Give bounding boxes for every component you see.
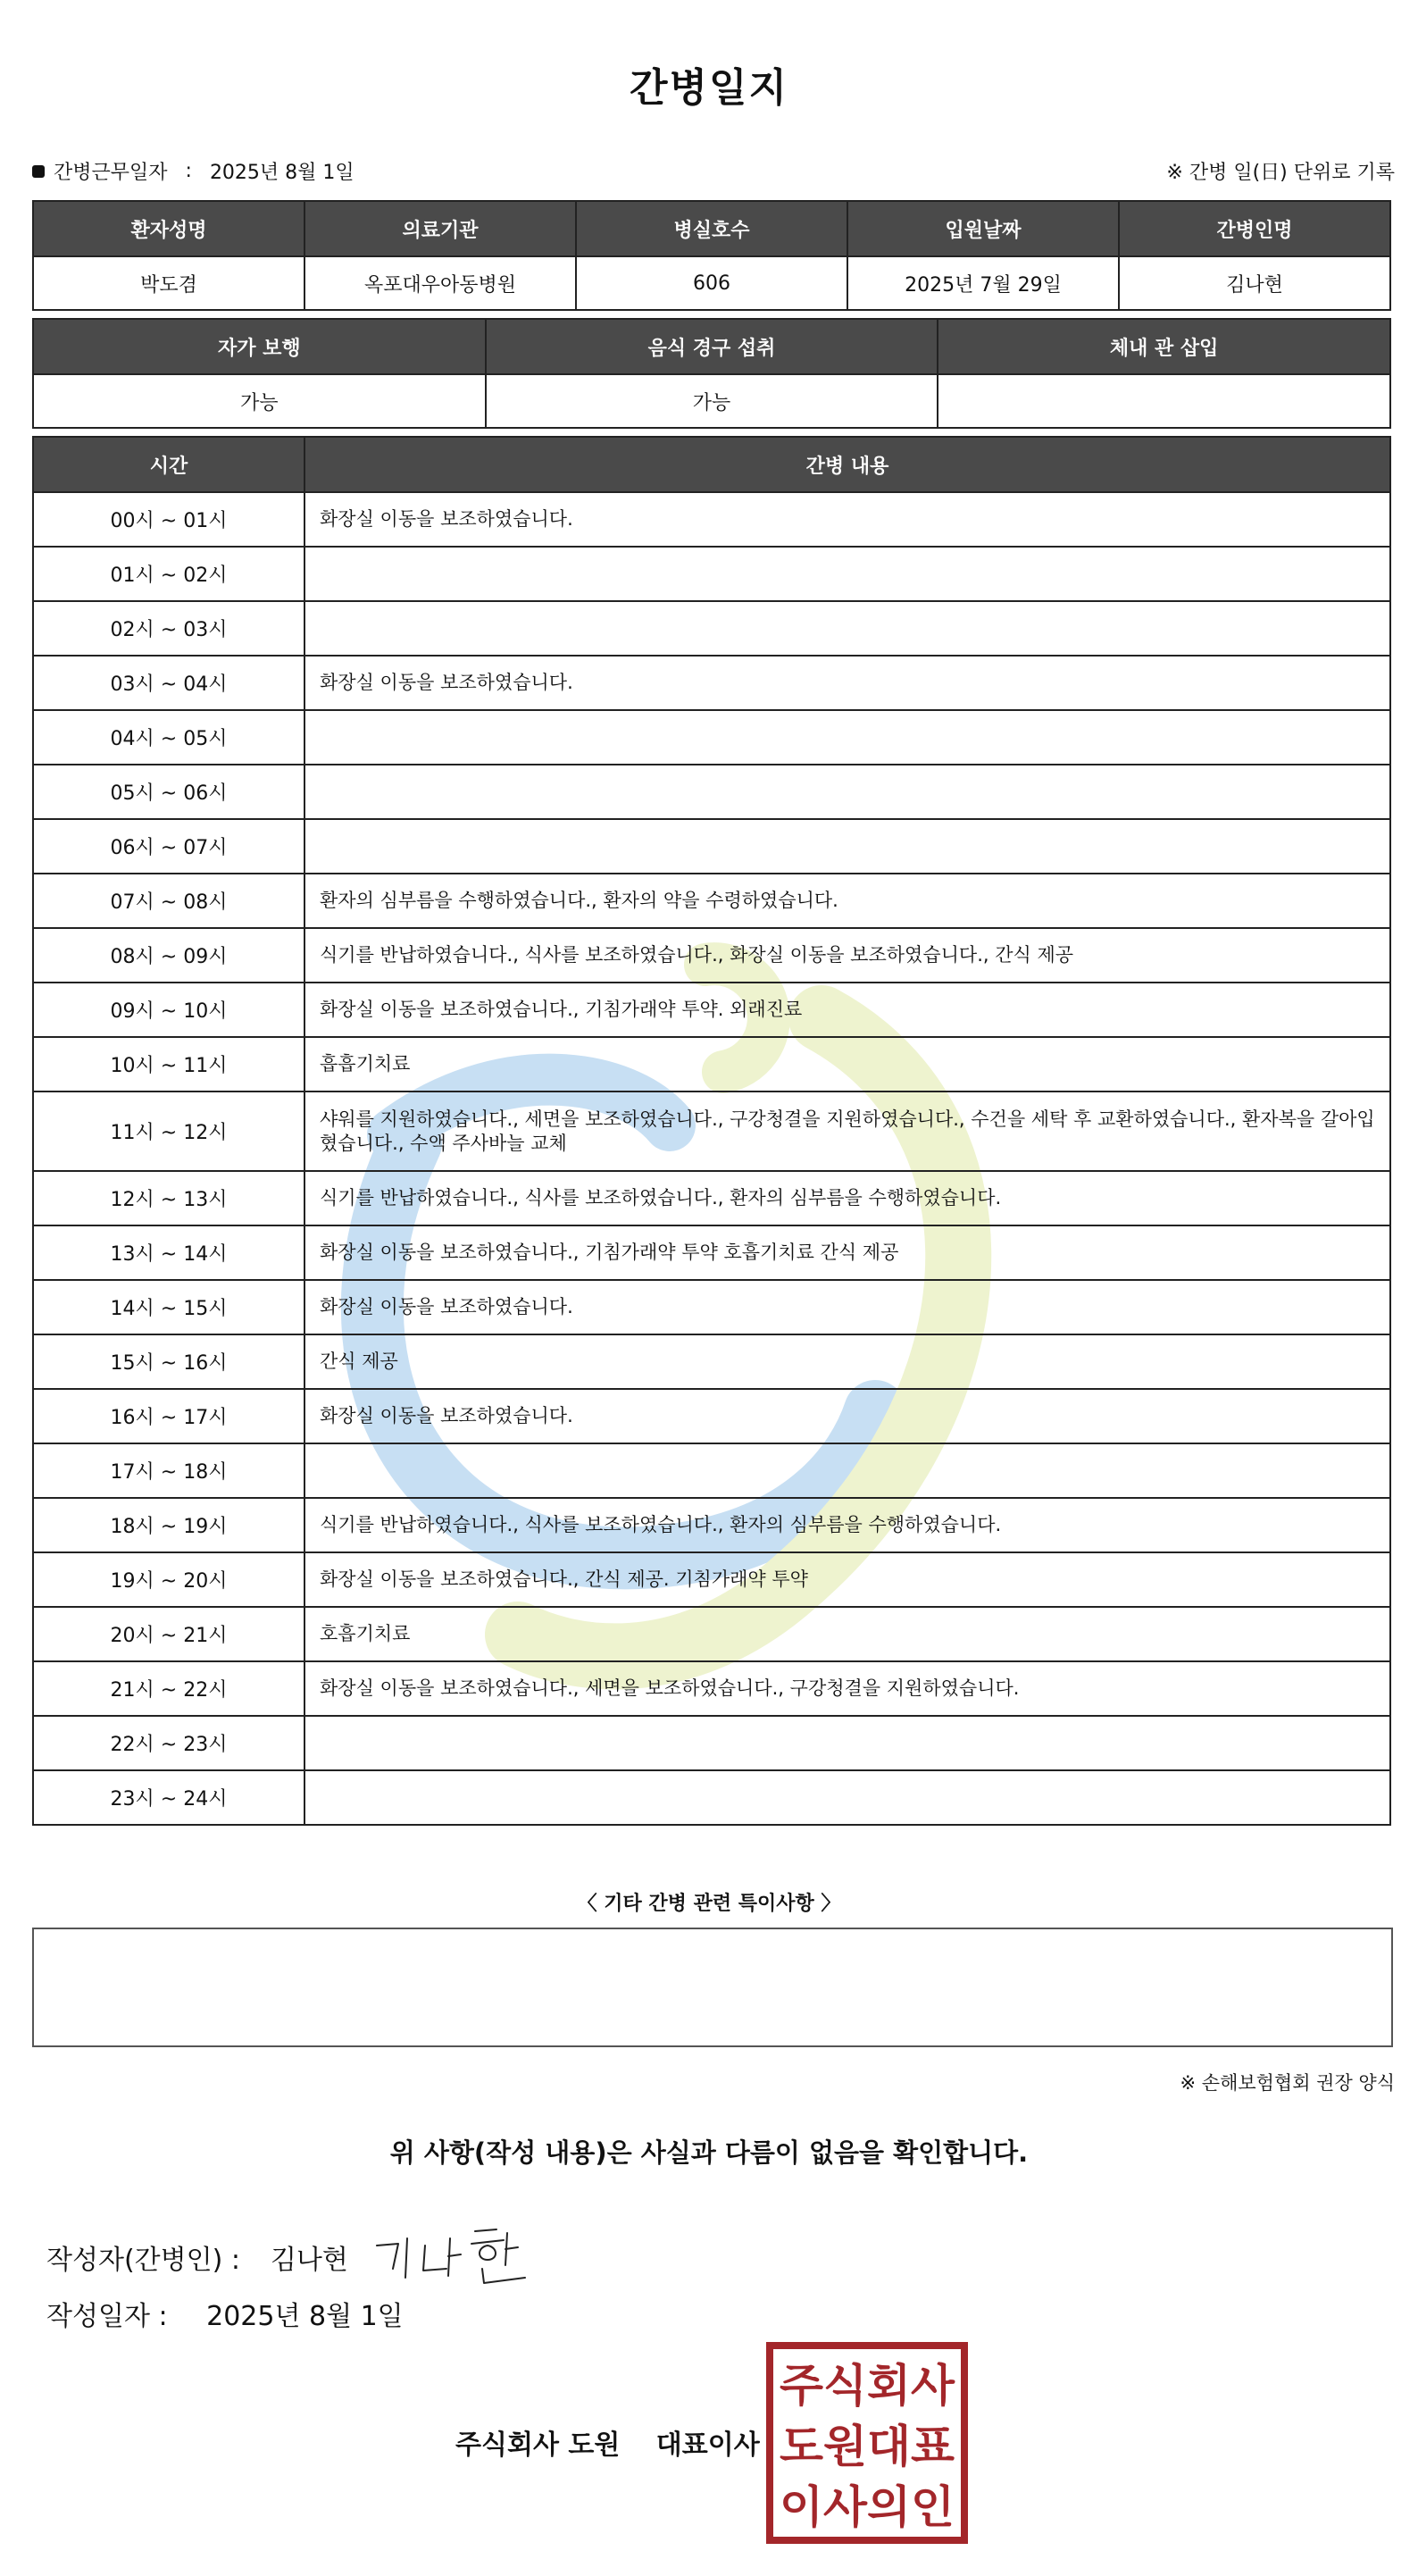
log-row bbox=[33, 710, 1390, 765]
written-date-label: 작성일자 : bbox=[46, 2301, 168, 2332]
log-row bbox=[33, 1443, 1390, 1498]
header-time: 시간 bbox=[33, 437, 304, 492]
log-row bbox=[33, 1389, 1390, 1443]
log-time: 03시 ~ 04시 bbox=[33, 656, 304, 710]
log-time: 06시 ~ 07시 bbox=[33, 819, 304, 874]
writer-name: 김나현 bbox=[270, 2245, 348, 2276]
written-date-value: 2025년 8월 1일 bbox=[206, 2301, 404, 2332]
header-self-walking: 자가 보행 bbox=[33, 319, 486, 374]
log-time: 00시 ~ 01시 bbox=[33, 492, 304, 547]
log-time: 09시 ~ 10시 bbox=[33, 983, 304, 1037]
log-content: 화장실 이동을 보조하였습니다., 기침가래약 투약. 외래진료 bbox=[304, 983, 1390, 1037]
room-number: 606 bbox=[576, 256, 847, 310]
log-content: 식기를 반납하였습니다., 식사를 보조하였습니다., 환자의 심부름을 수행하였습니다. bbox=[304, 1171, 1390, 1225]
company-name: 주식회사 도원 bbox=[455, 2430, 621, 2461]
work-date-label: 간병근무일자 bbox=[54, 162, 168, 184]
log-time: 02시 ~ 03시 bbox=[33, 601, 304, 656]
work-date-value: 2025년 8월 1일 bbox=[209, 162, 354, 184]
log-row bbox=[33, 1037, 1390, 1091]
log-content bbox=[304, 601, 1390, 656]
log-content: 샤워를 지원하였습니다., 세면을 보조하였습니다., 구강청결을 지원하였습니다., 수건을 세탁 후 교환하였습니다., 환자복을 갈아입혔습니다., 수액 주사바늘 교체 bbox=[304, 1091, 1390, 1171]
caregiver-name: 김나현 bbox=[1119, 256, 1390, 310]
log-content: 화장실 이동을 보조하였습니다. bbox=[304, 492, 1390, 547]
notes-box bbox=[32, 1928, 1393, 2047]
log-time: 01시 ~ 02시 bbox=[33, 547, 304, 601]
log-content: 화장실 이동을 보조하였습니다. bbox=[304, 1389, 1390, 1443]
log-row bbox=[33, 492, 1390, 547]
company-line bbox=[455, 2422, 760, 2462]
log-content bbox=[304, 765, 1390, 819]
log-content bbox=[304, 1716, 1390, 1770]
log-content: 간식 제공 bbox=[304, 1334, 1390, 1389]
log-row bbox=[33, 983, 1390, 1037]
self-walking-value: 가능 bbox=[33, 374, 486, 428]
log-content bbox=[304, 1770, 1390, 1825]
seal-line-3: 이사의인 bbox=[780, 2481, 955, 2533]
log-content bbox=[304, 819, 1390, 874]
header-tube-insertion: 체내 관 삽입 bbox=[938, 319, 1390, 374]
status-header-row bbox=[33, 319, 1390, 374]
log-content bbox=[304, 1443, 1390, 1498]
patient-status-table bbox=[32, 318, 1391, 429]
log-row bbox=[33, 1091, 1390, 1171]
oral-intake-value: 가능 bbox=[486, 374, 938, 428]
log-body bbox=[33, 492, 1390, 1825]
log-content bbox=[304, 710, 1390, 765]
log-row bbox=[33, 1661, 1390, 1716]
patient-name: 박도겸 bbox=[33, 256, 304, 310]
log-time: 05시 ~ 06시 bbox=[33, 765, 304, 819]
log-content: 화장실 이동을 보조하였습니다. bbox=[304, 656, 1390, 710]
log-content: 식기를 반납하였습니다., 식사를 보조하였습니다., 화장실 이동을 보조하였습니다., 간식 제공 bbox=[304, 928, 1390, 983]
log-time: 18시 ~ 19시 bbox=[33, 1498, 304, 1552]
log-time: 04시 ~ 05시 bbox=[33, 710, 304, 765]
log-row bbox=[33, 1716, 1390, 1770]
log-time: 13시 ~ 14시 bbox=[33, 1225, 304, 1280]
log-content bbox=[304, 547, 1390, 601]
written-date-line bbox=[46, 2294, 404, 2333]
log-row bbox=[33, 656, 1390, 710]
log-time: 19시 ~ 20시 bbox=[33, 1552, 304, 1607]
representative-title: 대표이사 bbox=[655, 2430, 760, 2461]
log-row bbox=[33, 1171, 1390, 1225]
log-row bbox=[33, 928, 1390, 983]
log-row bbox=[33, 1498, 1390, 1552]
log-time: 11시 ~ 12시 bbox=[33, 1091, 304, 1171]
header-oral-intake: 음식 경구 섭취 bbox=[486, 319, 938, 374]
log-content: 화장실 이동을 보조하였습니다., 기침가래약 투약 호흡기치료 간식 제공 bbox=[304, 1225, 1390, 1280]
log-row bbox=[33, 1280, 1390, 1334]
log-time: 21시 ~ 22시 bbox=[33, 1661, 304, 1716]
writer-line bbox=[46, 2226, 532, 2288]
header-admission-date: 입원날짜 bbox=[847, 201, 1119, 256]
log-row bbox=[33, 601, 1390, 656]
record-note: ※ 간병 일(日) 단위로 기록 bbox=[1166, 162, 1395, 184]
patient-info-table bbox=[32, 200, 1391, 311]
hospital-name: 옥포대우아동병원 bbox=[304, 256, 576, 310]
log-content: 화장실 이동을 보조하였습니다., 세면을 보조하였습니다., 구강청결을 지원하였습니다. bbox=[304, 1661, 1390, 1716]
admission-date: 2025년 7월 29일 bbox=[847, 256, 1119, 310]
care-log-table bbox=[32, 436, 1391, 1826]
log-time: 17시 ~ 18시 bbox=[33, 1443, 304, 1498]
log-row bbox=[33, 874, 1390, 928]
header-care-content: 간병 내용 bbox=[304, 437, 1390, 492]
log-time: 07시 ~ 08시 bbox=[33, 874, 304, 928]
log-time: 15시 ~ 16시 bbox=[33, 1334, 304, 1389]
tube-insertion-value bbox=[938, 374, 1390, 428]
patient-value-row bbox=[33, 256, 1390, 310]
log-content: 화장실 이동을 보조하였습니다., 간식 제공. 기침가래약 투약 bbox=[304, 1552, 1390, 1607]
work-date bbox=[32, 157, 354, 185]
header-caregiver: 간병인명 bbox=[1119, 201, 1390, 256]
company-seal bbox=[766, 2342, 968, 2544]
log-content: 화장실 이동을 보조하였습니다. bbox=[304, 1280, 1390, 1334]
log-time: 22시 ~ 23시 bbox=[33, 1716, 304, 1770]
writer-label: 작성자(간병인) : bbox=[46, 2245, 240, 2276]
work-date-separator: : bbox=[185, 160, 192, 182]
header-room: 병실호수 bbox=[576, 201, 847, 256]
log-row bbox=[33, 1334, 1390, 1389]
log-time: 23시 ~ 24시 bbox=[33, 1770, 304, 1825]
header-patient-name: 환자성명 bbox=[33, 201, 304, 256]
bullet-icon bbox=[32, 165, 45, 178]
log-row bbox=[33, 1607, 1390, 1661]
log-row bbox=[33, 819, 1390, 874]
log-header-row bbox=[33, 437, 1390, 492]
status-value-row bbox=[33, 374, 1390, 428]
log-row bbox=[33, 765, 1390, 819]
patient-header-row bbox=[33, 201, 1390, 256]
log-time: 12시 ~ 13시 bbox=[33, 1171, 304, 1225]
log-content: 흡흡기치료 bbox=[304, 1037, 1390, 1091]
log-time: 08시 ~ 09시 bbox=[33, 928, 304, 983]
log-time: 16시 ~ 17시 bbox=[33, 1389, 304, 1443]
seal-line-1: 주식회사 bbox=[780, 2360, 955, 2412]
header-hospital: 의료기관 bbox=[304, 201, 576, 256]
log-content: 환자의 심부름을 수행하였습니다., 환자의 약을 수령하였습니다. bbox=[304, 874, 1390, 928]
log-row bbox=[33, 1552, 1390, 1607]
page-title: 간병일지 bbox=[629, 65, 788, 111]
confirmation-statement: 위 사항(작성 내용)은 사실과 다름이 없음을 확인합니다. bbox=[389, 2137, 1029, 2168]
log-row bbox=[33, 547, 1390, 601]
log-time: 14시 ~ 15시 bbox=[33, 1280, 304, 1334]
log-row bbox=[33, 1770, 1390, 1825]
log-content: 식기를 반납하였습니다., 식사를 보조하였습니다., 환자의 심부름을 수행하였습니다. bbox=[304, 1498, 1390, 1552]
signature bbox=[371, 2226, 532, 2288]
seal-line-2: 도원대표 bbox=[780, 2421, 955, 2472]
log-content: 호흡기치료 bbox=[304, 1607, 1390, 1661]
notes-title: 〈 기타 간병 관련 특이사항 〉 bbox=[577, 1893, 841, 1915]
log-time: 10시 ~ 11시 bbox=[33, 1037, 304, 1091]
association-note: ※ 손해보험협회 권장 양식 bbox=[1180, 2072, 1395, 2094]
log-row bbox=[33, 1225, 1390, 1280]
log-time: 20시 ~ 21시 bbox=[33, 1607, 304, 1661]
